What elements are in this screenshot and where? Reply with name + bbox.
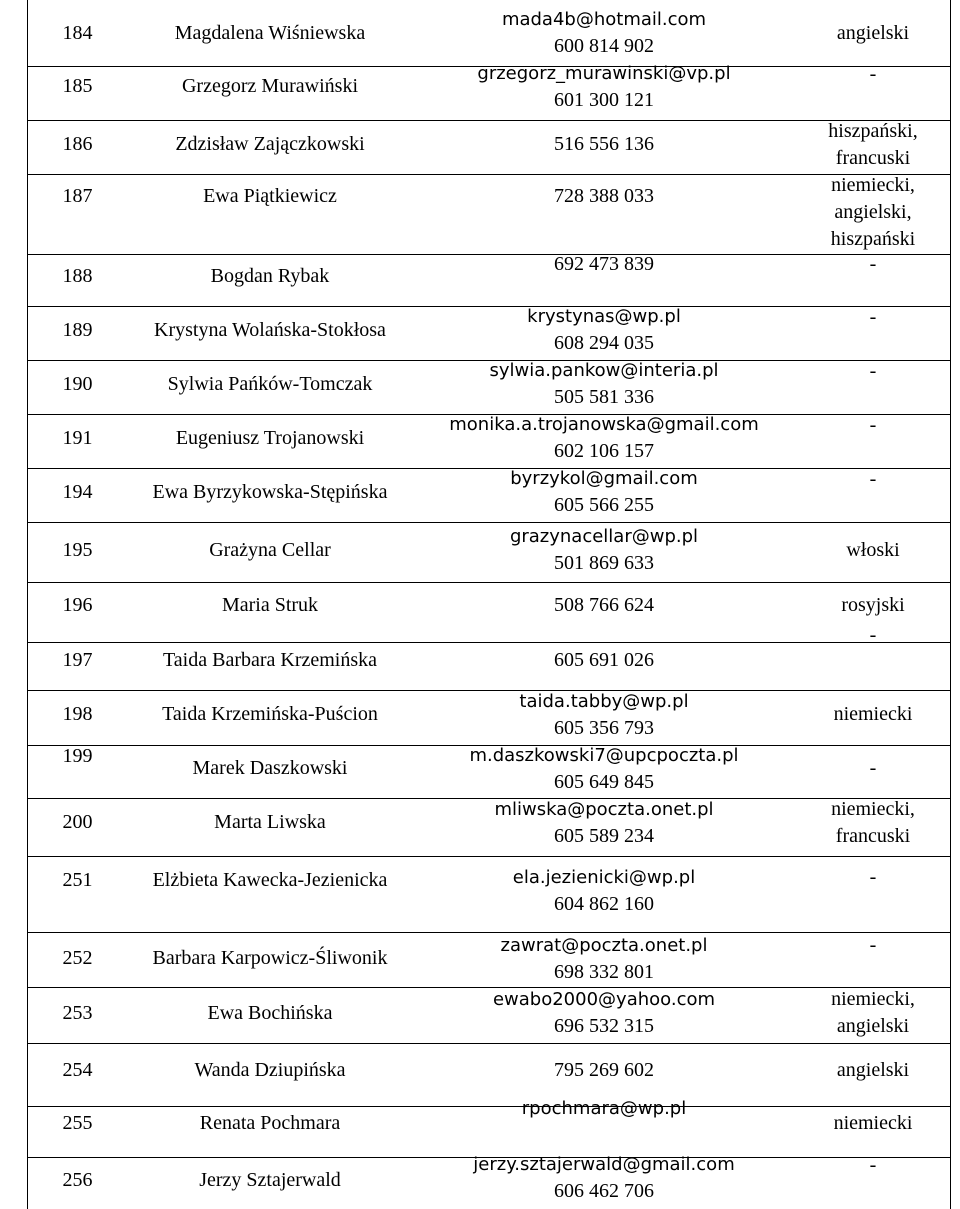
row-number — [27, 867, 128, 894]
row-number-text: 256 — [62, 1169, 93, 1191]
language-text: - — [869, 624, 877, 646]
row-number-text: 189 — [62, 319, 93, 341]
languages — [796, 986, 950, 1040]
email-text: mada4b@hotmail.com — [501, 9, 707, 30]
person-name — [128, 317, 412, 344]
language-text: francuski — [835, 825, 911, 847]
phone-text: 606 462 706 — [554, 1180, 654, 1202]
phone-text: 605 566 255 — [554, 494, 654, 516]
email-text: grazynacellar@wp.pl — [509, 526, 699, 547]
person-name — [128, 1167, 412, 1194]
row-number — [27, 1167, 128, 1194]
phone-text: 608 294 035 — [554, 332, 654, 354]
row-number-text: 194 — [62, 481, 93, 503]
person-name — [128, 183, 412, 210]
row-number — [27, 701, 128, 728]
language-text: - — [869, 468, 877, 490]
contact-info — [412, 864, 796, 918]
person-name-text: Maria Struk — [221, 594, 319, 616]
row-separator — [27, 582, 950, 583]
phone-text: 605 691 026 — [554, 649, 654, 671]
person-name-text: Krystyna Wolańska-Stokłosa — [154, 319, 386, 341]
contact-info — [412, 796, 796, 850]
contact-info — [412, 1095, 796, 1122]
email-text: monika.a.trojanowska@gmail.com — [449, 414, 759, 435]
person-name-text: Bogdan Rybak — [210, 265, 330, 287]
contact-info — [412, 932, 796, 986]
row-number — [27, 317, 128, 344]
languages — [796, 118, 950, 172]
languages — [796, 466, 950, 493]
person-name-text: Grzegorz Murawiński — [181, 75, 359, 97]
person-name — [128, 131, 412, 158]
row-number — [27, 73, 128, 100]
languages — [796, 412, 950, 439]
row-number — [27, 371, 128, 398]
person-name — [128, 592, 412, 619]
languages — [796, 755, 950, 782]
email-text: jerzy.sztajerwald@gmail.com — [473, 1154, 735, 1175]
person-name-text: Magdalena Wiśniewska — [174, 22, 366, 44]
person-name — [128, 537, 412, 564]
row-separator — [27, 856, 950, 857]
row-separator — [27, 1043, 950, 1044]
person-name — [128, 755, 412, 782]
email-text: sylwia.pankow@interia.pl — [489, 360, 719, 381]
languages — [796, 1152, 950, 1179]
person-name — [128, 20, 412, 47]
person-name-text: Sylwia Pańków-Tomczak — [167, 373, 373, 395]
language-text: niemiecki — [833, 703, 913, 725]
phone-text: 505 581 336 — [554, 386, 654, 408]
phone-text: 728 388 033 — [554, 185, 654, 207]
person-name — [128, 1000, 412, 1027]
languages — [796, 172, 950, 253]
email-text: ewabo2000@yahoo.com — [492, 989, 716, 1010]
row-number — [27, 809, 128, 836]
contact-info — [412, 523, 796, 577]
person-name — [128, 1057, 412, 1084]
row-number — [27, 1057, 128, 1084]
email-text: ela.jezienicki@wp.pl — [512, 867, 696, 888]
email-text: zawrat@poczta.onet.pl — [500, 935, 708, 956]
row-number — [27, 743, 128, 770]
phone-text: 692 473 839 — [554, 253, 654, 275]
row-number-text: 187 — [62, 185, 93, 207]
table-border-right — [950, 0, 951, 1209]
person-name — [128, 647, 412, 674]
contact-info — [412, 986, 796, 1040]
row-number-text: 199 — [62, 745, 93, 767]
languages — [796, 1110, 950, 1137]
contact-info — [412, 1151, 796, 1205]
row-number-text: 184 — [62, 22, 93, 44]
person-name-text: Marta Liwska — [214, 811, 326, 833]
person-name-text: Ewa Byrzykowska-Stępińska — [152, 481, 388, 503]
contact-info — [412, 592, 796, 619]
contact-info — [412, 465, 796, 519]
email-text: m.daszkowski7@upcpoczta.pl — [469, 745, 739, 766]
language-text: angielski — [836, 1015, 910, 1037]
row-number-text: 254 — [62, 1059, 93, 1081]
language-text: hiszpański — [830, 228, 916, 250]
contact-info — [412, 411, 796, 465]
phone-text: 601 300 121 — [554, 89, 654, 111]
language-text: - — [869, 63, 877, 85]
phone-text: 795 269 602 — [554, 1059, 654, 1081]
contact-info — [412, 251, 796, 278]
row-number — [27, 592, 128, 619]
language-text: niemiecki, — [831, 988, 915, 1010]
languages — [796, 701, 950, 728]
person-name — [128, 479, 412, 506]
person-name — [128, 945, 412, 972]
row-number-text: 188 — [62, 265, 93, 287]
person-name-text: Ewa Piątkiewicz — [203, 185, 337, 207]
phone-text: 605 589 234 — [554, 825, 654, 847]
row-number — [27, 1000, 128, 1027]
contact-info — [412, 6, 796, 60]
person-name-text: Zdzisław Zajączkowski — [175, 133, 365, 155]
language-text: włoski — [846, 539, 900, 561]
language-text: - — [869, 306, 877, 328]
row-number-text: 253 — [62, 1002, 93, 1024]
languages — [796, 592, 950, 619]
row-number-text: 197 — [62, 649, 93, 671]
row-number-text: 251 — [62, 869, 93, 891]
languages — [796, 251, 950, 278]
contact-info — [412, 357, 796, 411]
email-text: krystynas@wp.pl — [527, 306, 681, 327]
phone-text: 696 532 315 — [554, 1015, 654, 1037]
person-name-text: Jerzy Sztajerwald — [199, 1169, 341, 1191]
language-text: rosyjski — [841, 594, 905, 616]
row-number — [27, 20, 128, 47]
phone-text: 602 106 157 — [554, 440, 654, 462]
person-name-text: Taida Krzemińska-Puścion — [162, 703, 378, 725]
language-text: niemiecki, — [831, 798, 915, 820]
language-text: - — [869, 866, 877, 888]
row-number-text: 186 — [62, 133, 93, 155]
languages — [796, 796, 950, 850]
language-text: - — [869, 360, 877, 382]
person-name — [128, 263, 412, 290]
row-number-text: 255 — [62, 1112, 93, 1134]
row-number — [27, 263, 128, 290]
email-text: taida.tabby@wp.pl — [519, 691, 689, 712]
language-text: - — [869, 253, 877, 275]
row-number-text: 252 — [62, 947, 93, 969]
person-name-text: Grażyna Cellar — [209, 539, 331, 561]
language-text: angielski — [836, 22, 910, 44]
row-number — [27, 537, 128, 564]
languages — [796, 1057, 950, 1084]
email-text: byrzykol@gmail.com — [510, 468, 698, 489]
contact-info — [412, 1057, 796, 1084]
person-name — [128, 425, 412, 452]
row-number — [27, 1110, 128, 1137]
language-text: angielski — [836, 1059, 910, 1081]
row-number-text: 200 — [62, 811, 93, 833]
person-name-text: Barbara Karpowicz-Śliwonik — [152, 947, 388, 969]
row-number — [27, 479, 128, 506]
person-name — [128, 1110, 412, 1137]
phone-text: 600 814 902 — [554, 35, 654, 57]
language-text: - — [869, 414, 877, 436]
phone-text: 605 356 793 — [554, 717, 654, 739]
contact-info — [412, 131, 796, 158]
language-text: angielski, — [834, 201, 912, 223]
languages — [796, 622, 950, 649]
language-text: hiszpański, — [828, 120, 918, 142]
row-number-text: 196 — [62, 594, 93, 616]
row-number — [27, 945, 128, 972]
row-number — [27, 131, 128, 158]
person-name-text: Ewa Bochińska — [207, 1002, 333, 1024]
person-name — [128, 867, 412, 894]
row-number-text: 195 — [62, 539, 93, 561]
language-text: - — [869, 1154, 877, 1176]
language-text: niemiecki — [833, 1112, 913, 1134]
row-number — [27, 425, 128, 452]
language-text: francuski — [835, 147, 911, 169]
phone-text: 604 862 160 — [554, 893, 654, 915]
contact-info — [412, 688, 796, 742]
person-name — [128, 701, 412, 728]
contact-info — [412, 60, 796, 114]
contact-info — [412, 303, 796, 357]
email-text: grzegorz_murawinski@vp.pl — [477, 63, 731, 84]
person-name — [128, 371, 412, 398]
languages — [796, 61, 950, 88]
email-text: rpochmara@wp.pl — [521, 1098, 687, 1119]
phone-text: 501 869 633 — [554, 552, 654, 574]
language-text: niemiecki, — [831, 174, 915, 196]
language-text: - — [869, 934, 877, 956]
languages — [796, 20, 950, 47]
phone-text: 508 766 624 — [554, 594, 654, 616]
contact-info — [412, 647, 796, 674]
email-text: mliwska@poczta.onet.pl — [494, 799, 714, 820]
contact-info — [412, 183, 796, 210]
person-name-text: Wanda Dziupińska — [194, 1059, 346, 1081]
languages — [796, 537, 950, 564]
row-number-text: 198 — [62, 703, 93, 725]
phone-text: 698 332 801 — [554, 961, 654, 983]
languages — [796, 864, 950, 891]
languages — [796, 932, 950, 959]
person-name-text: Renata Pochmara — [199, 1112, 341, 1134]
languages — [796, 358, 950, 385]
row-number — [27, 183, 128, 210]
person-name-text: Elżbieta Kawecka-Jezienicka — [152, 869, 388, 891]
contact-info — [412, 742, 796, 796]
phone-text: 605 649 845 — [554, 771, 654, 793]
row-number-text: 191 — [62, 427, 93, 449]
person-name-text: Eugeniusz Trojanowski — [175, 427, 365, 449]
row-number — [27, 647, 128, 674]
language-text: - — [869, 757, 877, 779]
row-number-text: 185 — [62, 75, 93, 97]
languages — [796, 304, 950, 331]
person-name-text: Taida Barbara Krzemińska — [162, 649, 378, 671]
row-number-text: 190 — [62, 373, 93, 395]
phone-text: 516 556 136 — [554, 133, 654, 155]
person-name-text: Marek Daszkowski — [192, 757, 348, 779]
person-name — [128, 809, 412, 836]
person-name — [128, 73, 412, 100]
